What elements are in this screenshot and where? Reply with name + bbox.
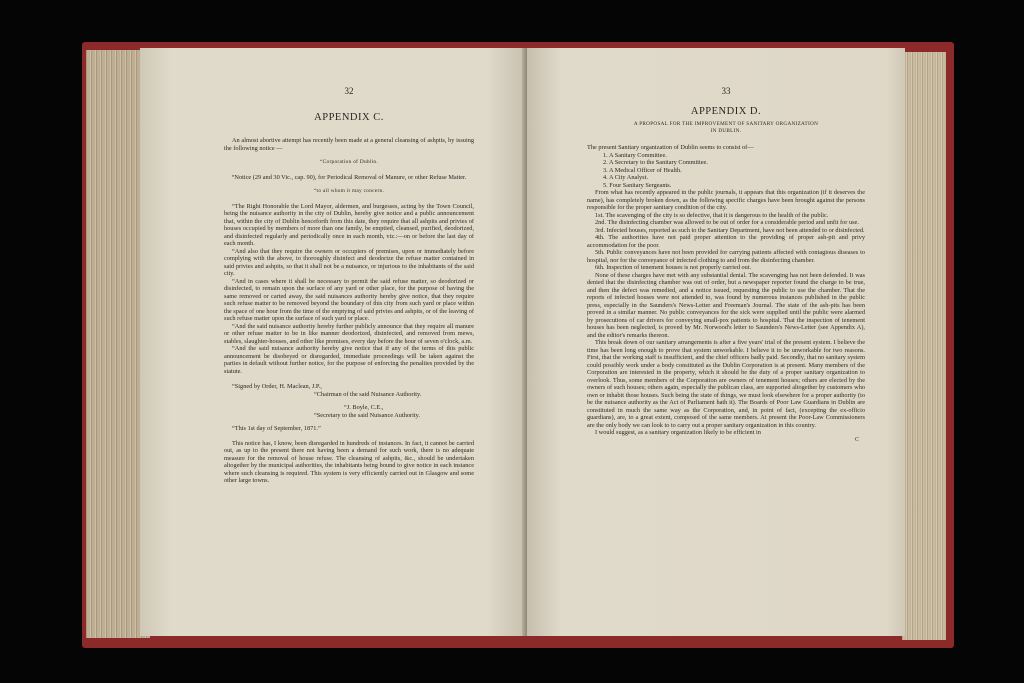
- body-paragraph: None of these charges have met with any substantial denial. The scavenging has not been defended. It was denied that the disinfecting chamber was out of order, but a newspaper reporter found the charge to be true, and then the defect was remedied, and a notice issued, requesting the public to use the chamber. That the reports of infected houses were not attended to, was found by numerous instances published in the public press, especially in the Saunders's News-Letter and Freeman's Journal. The state of the ash-pits has been proved in a similar manner. No public conveyances for the sick were supplied until the public were alarmed by prosecutions of car drivers for conveying small-pox patients to hospital. That the inspection of tenement houses has been neglected, is proved by Mr. Norwood's letter to Saunders's News-Letter (see Appendix A), and the editor's remarks thereon.: [587, 271, 865, 339]
- appendix-title: APPENDIX C.: [314, 112, 384, 123]
- body-paragraph: 1st. The scavenging of the city is so defective, that it is dangerous to the health of the public.: [595, 211, 829, 219]
- signature-mark: C: [854, 436, 859, 443]
- list-item: 3. A Medical Officer of Health.: [603, 166, 682, 174]
- body-paragraph: I would suggest, as a sanitary organization likely to be efficient in: [595, 429, 761, 436]
- date-line: “This 1st day of September, 1871.”: [232, 425, 321, 432]
- list-item: 5. Four Sanitary Sergeants.: [603, 181, 672, 189]
- signed-by: “Signed by Order, H. Maclean, J.P.,: [232, 383, 322, 390]
- boyle-name: “J. Boyle, C.E.,: [344, 404, 384, 411]
- right-page: [527, 48, 905, 636]
- page-edges-right: [902, 52, 946, 640]
- to-all-heading: “to all whom it may concern.: [313, 188, 385, 194]
- body-paragraph: 2nd. The disinfecting chamber was allowed to be out of order for a considerable period and unfit for use.: [595, 219, 859, 226]
- notice-paragraph: “The Right Honorable the Lord Mayor, aldermen, and burgesses, acting by the Town Council, being the nuisance authority in the city of Dublin, hereby give notice and a public announcement that, within the city of Dublin henceforth from this date, they require that all ashpits and privies of houses occupied by members of more than one family, be emptied, cleansed, purified, deodorized, and disinfected regularly and periodically once in each month, viz.:—on or before the last day of each month.: [224, 202, 474, 247]
- organization-list: [587, 152, 865, 190]
- list-item: 2. A Secretary to the Sanitary Committee.: [603, 159, 708, 166]
- left-page: [140, 48, 526, 636]
- page-number: 33: [721, 86, 731, 96]
- signed-role: “Chairman of the said Nuisance Authority.: [314, 390, 422, 398]
- appendix-subtitle-2: IN DUBLIN.: [710, 128, 742, 134]
- body-paragraph: This break down of our sanitary arrangements is after a five years' trial of the present system. I believe the time has been long enough to prove that system unworkable. I believe it to be unworkable for two reasons. First, that the working staff is insufficient, and the chief officers badly paid. Secondly, that no sanitary system could possibly work under a body constituted as the Dublin Corporation is at present. Many members of the Corporation are interested in the property, which it should be the duty of a proper sanitary organization to overlook. Thus, some members of the Corporation are owners of tenement houses; others are elected by the owners of such houses; others again, especially the publican class, are supported altogether by customers who own or inhabit those houses. Such being the state of things, we must look elsewhere for a proper authority (to be the nuisance authority as the Act of Parliament hath it). The Boards of Poor Law Guardians in Dublin are constituted in much the same way as the Corporation, and, in point of fact, (excepting the ex-officio guardians), are, to a great extent, composed of the same members. At present the Poor-Law Commissioners are the only body we can look to to carry out a proper sanitary organization in this country.: [587, 339, 865, 429]
- signature-block: [224, 383, 474, 433]
- intro-paragraph: The present Sanitary organization of Dublin seems to consist of—: [587, 144, 754, 151]
- notice-heading: “Notice (29 and 30 Vic., cap. 90), for Periodical Removal of Manure, or other Refuse Matter.: [231, 173, 467, 181]
- closing-paragraph: This notice has, I know, been disregarded in hundreds of instances. In fact, it cannot be carried out, as up to the present there not having been a demand for such work, there is no adequate measure for the removal of house refuse. The cleansing of ashpits, &c., should be undertaken altogether by the municipal authorities, the inhabitants being bound to give notice in each instance where such cleansing is required. This system is very efficiently carried out in Glasgow and some other large towns.: [224, 439, 474, 484]
- body-paragraph: 3rd. Infected houses, reported as such to the Sanitary Department, have not been attended to or disinfected.: [595, 226, 865, 234]
- body-paragraph: 6th. Inspection of tenement houses is not properly carried out.: [595, 264, 752, 271]
- notice-body: [224, 203, 474, 376]
- list-item: 4. A City Analyst.: [603, 174, 648, 181]
- list-item: 1. A Sanitary Committee.: [603, 151, 667, 159]
- corporation-heading: “Corporation of Dublin.: [320, 159, 378, 165]
- appendix-title: APPENDIX D.: [690, 106, 762, 117]
- notice-paragraph: “And in cases where it shall be necessary to permit the said refuse matter, so deodorized or disinfected, to remain upon the surface of any yard or other place, for the purpose of having the same removed or carted away, the said nuisances authority hereby give notice, that they require such refuse matter to be removed beyond the boundary of this city from such yard or place within the space of one hour from the time of the emptying of said privies and ashpits, or of the leaving of such refuse matter upon the surface of such yard or place.: [224, 277, 474, 322]
- notice-paragraph: “And the said nuisance authority hereby give notice that if any of the terms of this public announcement be disobeyed or disregarded, immediate proceedings will be taken against the parties in default without further notice, for the purpose of enforcing the penalties provided by the statute.: [224, 345, 474, 375]
- boyle-role: “Secretary to the said Nuisance Authority.: [314, 411, 420, 419]
- intro-paragraph: An almost abortive attempt has recently been made at a general cleansing of ashpits, by issuing the following notice —: [224, 137, 474, 152]
- body-paragraph: 5th. Public conveyances have not been provided for carrying patients affected with contagious diseases to hospital, nor for the conveyance of infected clothing to and from the disinfecting chamber.: [587, 249, 865, 264]
- notice-paragraph: “And also that they require the owners or occupiers of premises, upon or immediately before complying with the above, to thoroughly disinfect and deodorize the refuse matter contained in said privies and ashpits, so that it shall not be a nuisance, or injurious to the inhabitants of the said city.: [224, 247, 474, 277]
- appendix-subtitle: A PROPOSAL FOR THE IMPROVEMENT OF SANITARY ORGANIZATION: [633, 121, 819, 127]
- body-paragraph: From what has recently appeared in the public journals, it appears that this organization (if it deserves the name), has completely broken down, as the following specific charges have been brought against the persons responsible for the proper sanitary condition of the city.: [587, 189, 865, 211]
- page-number: 32: [344, 86, 354, 96]
- body-paragraph: 4th. The authorities have not paid proper attention to the providing of proper ash-pit and privy accommodation for the poor.: [587, 234, 865, 249]
- notice-paragraph: “And the said nuisance authority hereby further publicly announce that they require all manure or other refuse matter to be in like manner deodorized, disinfected, and removed from mews, stables, slaughter-houses, and other like premises, every day before the hour of seven o'clock, a.m.: [224, 322, 474, 345]
